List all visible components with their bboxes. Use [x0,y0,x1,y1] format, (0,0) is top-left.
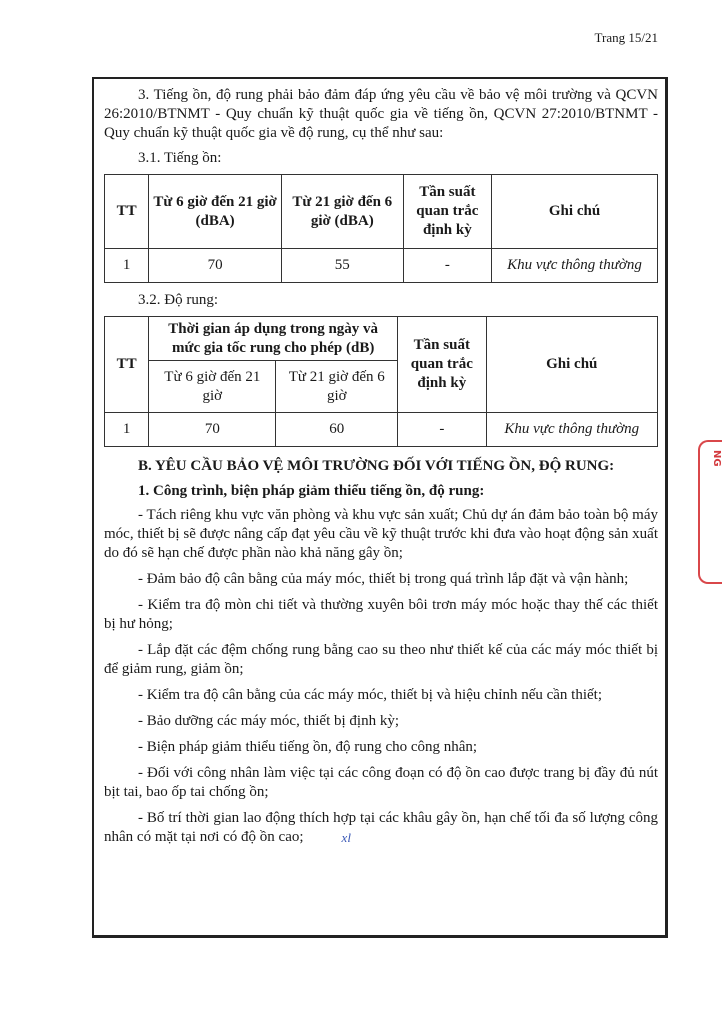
measure-item: - Lắp đặt các đệm chống rung bằng cao su theo như thiết kế của các máy móc thiết bị để giảm rung, giảm ồn; [104,642,658,677]
measure-item: - Kiểm tra độ cân bằng của các máy móc, thiết bị và hiệu chỉnh nếu cần thiết; [138,687,602,703]
vibration-header-note: Ghi chú [486,317,657,413]
vibration-cell-note: Khu vực thông thường [486,413,657,447]
stamp-seal-text: NG [711,450,722,467]
measure-item: - Biện pháp giảm thiểu tiếng ồn, độ rung cho công nhân; [138,739,478,755]
initials-signature: xl [341,830,351,846]
intro-paragraph: 3. Tiếng ồn, độ rung phải bảo đảm đáp ứng yêu cầu về bảo vệ môi trường và QCVN 26:2010/BTNMT - Quy chuẩn kỹ thuật quốc gia về tiếng ồn, QCVN 27:2010/BTNMT - Quy chuẩn kỹ thuật quốc gia về độ rung, cụ thể như sau: [104,87,658,141]
vibration-header-row [105,317,658,361]
document-body [104,86,658,854]
measure-item: - Kiểm tra độ mòn chi tiết và thường xuyên bôi trơn máy móc hoặc thay thế các thiết bị hư hỏng; [104,597,658,632]
measure-item-text: - Bố trí thời gian lao động thích hợp tại các khâu gây ồn, hạn chế tối đa số lượng công nhân có mặt tại nơi có độ ồn cao; [104,810,658,845]
noise-header-row [105,175,658,249]
noise-cell-night: 55 [281,249,403,283]
section-b-heading: B. YÊU CẦU BẢO VỆ MÔI TRƯỜNG ĐỐI VỚI TIẾNG ỒN, ĐỘ RUNG: [138,458,615,474]
table-row [105,413,658,447]
table-row [105,249,658,283]
vibration-table [104,316,658,447]
vibration-cell-day: 70 [149,413,276,447]
vibration-cell-tt: 1 [105,413,149,447]
vibration-cell-night: 60 [276,413,398,447]
measure-item: - Đảm bảo độ cân bằng của máy móc, thiết bị trong quá trình lắp đặt và vận hành; [138,571,629,587]
measure-item-last [104,809,658,847]
noise-cell-day: 70 [149,249,282,283]
noise-header-note: Ghi chú [492,175,658,249]
vibration-header-night: Từ 21 giờ đến 6 giờ [276,361,398,413]
subsection-1-heading: 1. Công trình, biện pháp giảm thiểu tiếng ồn, độ rung: [138,483,485,499]
noise-cell-tt: 1 [105,249,149,283]
noise-cell-note: Khu vực thông thường [492,249,658,283]
vibration-header-day: Từ 6 giờ đến 21 giờ [149,361,276,413]
noise-header-day: Từ 6 giờ đến 21 giờ (dBA) [149,175,282,249]
noise-header-frequency: Tần suất quan trắc định kỳ [403,175,491,249]
measure-item: - Đối với công nhân làm việc tại các công đoạn có độ ồn cao được trang bị đầy đủ nút bịt tai, bao ốp tai chống ồn; [104,765,658,800]
measure-item: - Bảo dưỡng các máy móc, thiết bị định kỳ; [138,713,400,729]
noise-header-night: Từ 21 giờ đến 6 giờ (dBA) [281,175,403,249]
vibration-header-frequency: Tần suất quan trắc định kỳ [398,317,486,413]
noise-header-tt: TT [105,175,149,249]
vibration-header-group: Thời gian áp dụng trong ngày và mức gia tốc rung cho phép (dB) [149,317,398,361]
vibration-label: 3.2. Độ rung: [138,292,218,308]
page-number: Trang 15/21 [594,30,658,45]
vibration-cell-frequency: - [398,413,486,447]
noise-table [104,174,658,283]
noise-cell-frequency: - [403,249,491,283]
vibration-header-tt: TT [105,317,149,413]
measure-item: - Tách riêng khu vực văn phòng và khu vực sản xuất; Chủ dự án đảm bảo toàn bộ máy móc, thiết bị sẽ được nâng cấp đạt yêu cầu về kỹ thuật trước khi đưa vào hoạt động sản xuất do đó sẽ hạn chế được phần nào khả năng gây ồn; [104,507,658,561]
noise-label: 3.1. Tiếng ồn: [138,150,222,166]
